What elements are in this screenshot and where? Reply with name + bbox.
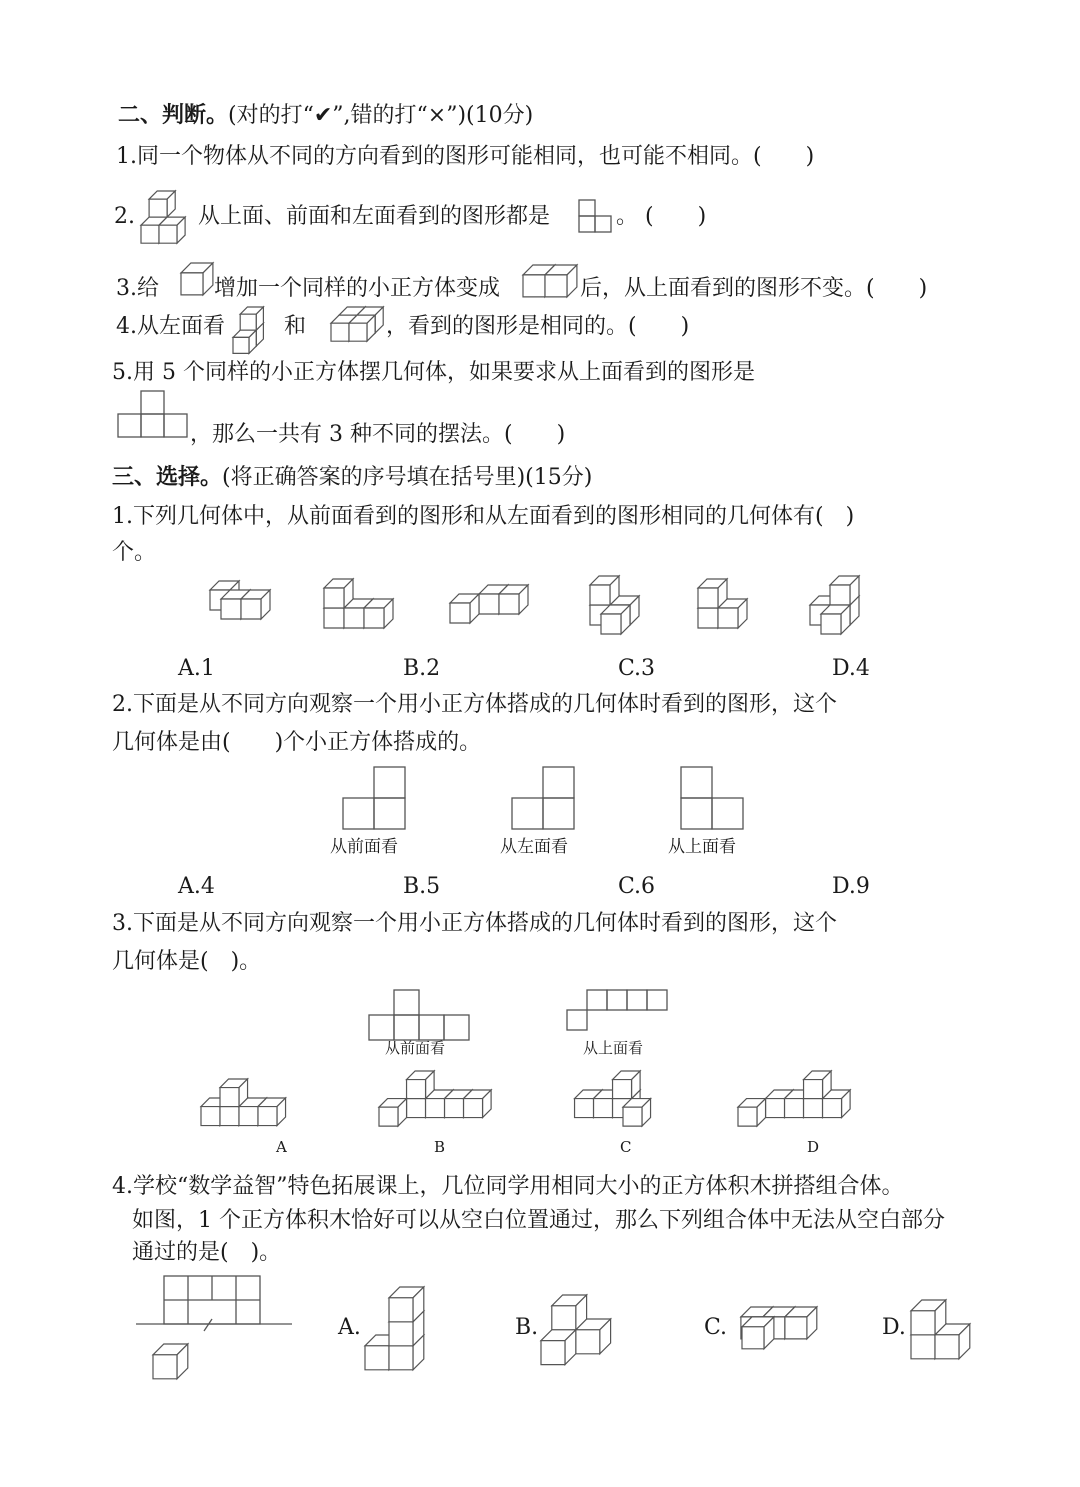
view-square [141, 391, 164, 414]
cube-figure [232, 306, 264, 354]
cube-face [450, 603, 470, 623]
cube-face [220, 1088, 239, 1107]
cube-face [240, 314, 256, 330]
option-c: C.6 [618, 874, 656, 899]
cube-face [201, 1107, 220, 1126]
view-square [627, 990, 647, 1010]
view-square [164, 414, 187, 437]
view-square [579, 200, 595, 216]
option-d: D [807, 1138, 820, 1156]
judge-q5-line2: ，那么一共有 3 种不同的摆法。( ) [190, 422, 566, 447]
cube-face [445, 1099, 464, 1118]
cube-figure [522, 264, 578, 298]
cube-face [389, 1298, 413, 1322]
cube-figure [737, 1070, 851, 1127]
cube-face [344, 608, 364, 628]
view-label: 从前面看 [385, 1039, 446, 1057]
cube-figure [378, 1070, 492, 1127]
cube-face [613, 1080, 632, 1099]
view-square [512, 798, 543, 829]
option-c: C [620, 1138, 632, 1156]
cube-face [698, 588, 718, 608]
judge-q4-mid: 和 [284, 314, 307, 339]
cube-face [545, 275, 567, 297]
cube-face [407, 1080, 426, 1099]
view-label: 从上面看 [668, 837, 736, 857]
option-d: D.4 [832, 656, 870, 681]
cube-face [258, 1107, 277, 1126]
section-instruction: (将正确答案的序号填在括号里)(15分) [222, 465, 593, 490]
cube-figure [330, 306, 384, 342]
cube-face [804, 1080, 823, 1099]
judge-q5-line1: 5.用 5 个同样的小正方体摆几何体，如果要求从上面看到的图形是 [112, 360, 755, 385]
judge-q2-text: 从上面、前面和左面看到的图形都是 [198, 204, 551, 229]
cube-face [220, 1107, 239, 1126]
view-label: 从前面看 [330, 837, 398, 857]
cube-face [766, 1099, 785, 1118]
cube-face [379, 1107, 398, 1126]
cube-figure [800, 575, 860, 635]
cube-figure [580, 575, 640, 635]
choice-q4-line3: 通过的是( )。 [132, 1240, 282, 1265]
cube-figure [540, 1294, 612, 1366]
cube-face [389, 1322, 413, 1346]
cube-face [911, 1311, 935, 1335]
option-b: B [434, 1138, 446, 1156]
option-c: C. [704, 1315, 728, 1340]
cube-figure [180, 262, 214, 296]
choice-q2-line1: 2.下面是从不同方向观察一个用小正方体搭成的几何体时看到的图形，这个 [112, 692, 837, 717]
cube-face [331, 323, 349, 341]
view-front [368, 989, 470, 1041]
view-left [511, 766, 575, 830]
cube-face [241, 599, 261, 619]
cube-face [153, 1355, 177, 1379]
view-square [712, 798, 743, 829]
section-title: 三、选择。 [112, 464, 223, 490]
cube-figure [140, 190, 186, 244]
view-square [647, 990, 667, 1010]
cube-figure [364, 1286, 425, 1371]
view-grid [117, 390, 188, 438]
cube-face [590, 585, 610, 605]
cube-face [324, 608, 344, 628]
view-square [343, 798, 374, 829]
view-square [543, 798, 574, 829]
view-front [342, 766, 406, 830]
cube-face [181, 273, 203, 295]
view-top [566, 989, 668, 1031]
cube-face [141, 225, 159, 243]
cube-face [804, 1099, 823, 1118]
option-b: B.5 [403, 874, 441, 899]
cube-face [823, 1099, 842, 1118]
cube-face [830, 585, 850, 605]
cube-face [349, 323, 367, 341]
cube-face [239, 1107, 258, 1126]
cube-face [576, 1330, 600, 1354]
cube-figure [200, 580, 271, 620]
cube-face [464, 1099, 483, 1118]
section-instruction: (对的打“✔”,错的打“×”)(10分) [228, 103, 534, 128]
view-square [607, 990, 627, 1010]
option-b: B. [515, 1315, 539, 1340]
view-square [681, 767, 712, 798]
view-square [141, 414, 164, 437]
cube-figure [323, 578, 394, 629]
choice-q3-line2: 几何体是( )。 [112, 949, 262, 974]
view-square [567, 1010, 587, 1030]
cube-face [499, 594, 519, 614]
cube-face [594, 1099, 613, 1118]
option-a: A [276, 1138, 287, 1156]
cube-face [233, 337, 249, 353]
choice-q1-line2: 个。 [112, 540, 157, 565]
cube-face [221, 599, 241, 619]
cube-figure [449, 584, 529, 624]
view-square [681, 798, 712, 829]
judge-q4-prefix: 4.从左面看 [116, 314, 225, 339]
cube-figure [565, 1070, 652, 1127]
choice-q2-line2: 几何体是由( )个小正方体搭成的。 [112, 730, 482, 755]
choice-q4-line2: 如图，1 个正方体积木恰好可以从空白位置通过，那么下列组合体中无法从空白部分 [132, 1208, 945, 1233]
view-top [680, 766, 744, 830]
cube-face [149, 199, 167, 217]
cube-figure [730, 1306, 818, 1350]
view-square [579, 216, 595, 232]
view-square [595, 216, 611, 232]
cube-face [911, 1335, 935, 1359]
judge-q3-prefix: 3.给 [116, 276, 159, 301]
section-title: 二、判断。 [118, 102, 229, 128]
single-cube [152, 1343, 189, 1380]
view-label: 从上面看 [583, 1039, 644, 1057]
cube-face [575, 1099, 594, 1118]
view-square [587, 990, 607, 1010]
cube-face [426, 1099, 445, 1118]
cube-figure [910, 1299, 971, 1360]
view-square [374, 798, 405, 829]
cube-face [365, 1346, 389, 1370]
cube-face [718, 608, 738, 628]
option-d: D. [882, 1315, 906, 1340]
option-a: A.4 [178, 874, 215, 899]
view-square [444, 1015, 469, 1040]
cube-face [738, 1107, 757, 1126]
cube-face [552, 1306, 576, 1330]
judge-q3-suffix: 后，从上面看到的图形不变。( ) [580, 276, 928, 301]
cube-figure [697, 578, 748, 629]
cube-face [541, 1341, 565, 1365]
cube-face [389, 1346, 413, 1370]
judge-q1: 1.同一个物体从不同的方向看到的图形可能相同，也可能不相同。( ) [116, 144, 815, 169]
view-square [374, 767, 405, 798]
cube-face [698, 608, 718, 628]
option-d: D.9 [832, 874, 870, 899]
option-b: B.2 [403, 656, 441, 681]
choice-q4-line1: 4.学校“数学益智”特色拓展课上，几位同学用相同大小的正方体积木拼搭组合体。 [112, 1174, 904, 1199]
cube-face [159, 225, 177, 243]
cube-figure [200, 1078, 287, 1127]
judge-q4-suffix: ，看到的图形是相同的。( ) [386, 314, 690, 339]
view-square [543, 767, 574, 798]
view-label: 从左面看 [500, 837, 568, 857]
option-a: A.1 [178, 656, 215, 681]
choice-q1-line1: 1.下列几何体中，从前面看到的图形和从左面看到的图形相同的几何体有( ) [112, 504, 855, 529]
view-square [394, 990, 419, 1015]
cube-face [523, 275, 545, 297]
view-square [118, 414, 141, 437]
choice-q3-line1: 3.下面是从不同方向观察一个用小正方体搭成的几何体时看到的图形，这个 [112, 911, 837, 936]
cube-face [821, 614, 841, 634]
cube-face [742, 1327, 764, 1349]
section-2-heading [118, 100, 533, 131]
option-c: C.3 [618, 656, 656, 681]
judge-q3-mid: 增加一个同样的小正方体变成 [214, 276, 501, 301]
cube-face [785, 1317, 807, 1339]
option-a: A. [338, 1315, 361, 1340]
cube-face [324, 588, 344, 608]
cube-face [364, 608, 384, 628]
cube-face [935, 1335, 959, 1359]
view-grid [578, 199, 612, 233]
cube-face [623, 1107, 642, 1126]
judge-q2-prefix: 2. [114, 204, 135, 229]
cube-face [785, 1099, 804, 1118]
cube-face [601, 614, 621, 634]
section-3-heading [112, 462, 592, 493]
cube-face [479, 594, 499, 614]
judge-q2-suffix: 。 ( ) [616, 204, 707, 229]
cube-face [407, 1099, 426, 1118]
